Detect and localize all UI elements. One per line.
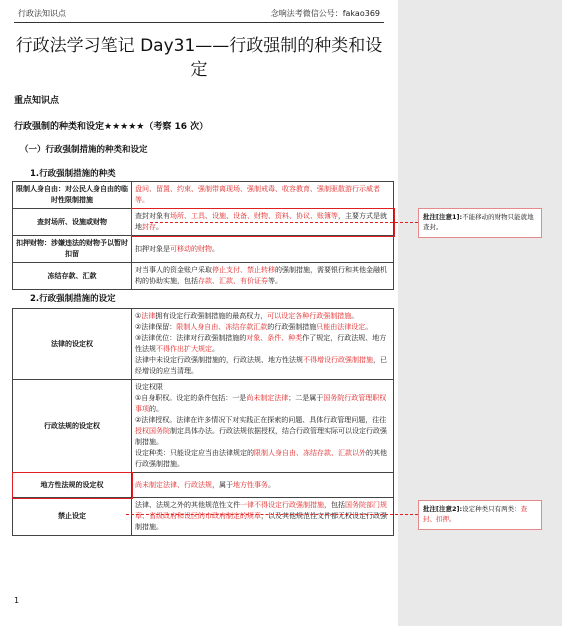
text-run: ，主要方式是就地 xyxy=(135,212,387,231)
table-row xyxy=(13,380,394,473)
section-subtitle: 行政强制的种类和设定★★★★★（考察 16 次） xyxy=(14,122,209,132)
line: 设定权限 xyxy=(135,383,163,391)
comment-connector xyxy=(150,222,418,223)
line: ③法律优位：法律对行政强制措施的对象、条件、种类作了规定，行政法规、地方性法规不得作出扩大规定。 xyxy=(135,334,387,353)
row-key: 地方性法规的设定权 xyxy=(13,473,132,498)
text-run: 。 xyxy=(156,223,163,231)
setting-table xyxy=(12,308,394,536)
text-run: 扣押对象是 xyxy=(135,244,170,253)
line: 设定种类：只能设定应当由法律规定的限制人身自由、冻结存款、汇款以外的其他行政强制措施。 xyxy=(135,449,387,468)
header-left: 行政法知识点 xyxy=(18,9,66,18)
row-key: 法律的设定权 xyxy=(13,309,132,380)
comment-balloon[interactable] xyxy=(418,500,542,530)
row-key: 限制人身自由：对公民人身自由的临时性限制措施 xyxy=(13,182,132,209)
table-row xyxy=(13,182,394,209)
highlight-text: 停止支付、禁止转移 xyxy=(212,266,275,274)
line: ②法律授权。法律在许多情况下对实践正在探索的问题、具体行政管理问题，往往授权国务院制定具体办法。行政法规依据授权，结合行政管理实际可以设定行政强制措施。 xyxy=(135,416,387,446)
comment-connector xyxy=(126,514,418,515)
table-row xyxy=(13,473,394,498)
row-value: 尚未制定法律、行政法规，属于地方性事务。 xyxy=(132,473,394,498)
row-key: 冻结存款、汇款 xyxy=(13,263,132,290)
row-key: 行政法规的设定权 xyxy=(13,380,132,473)
table-row xyxy=(13,309,394,380)
line: 法律中未设定行政强制措施的，行政法规、地方性法规不得增设行政强制措施，已经增设的应当清理。 xyxy=(135,356,387,375)
row-key: 禁止设定 xyxy=(13,498,132,536)
row-value xyxy=(132,380,394,473)
comment-label: 批注[注意1]: xyxy=(423,213,463,221)
text-run: 对当事人的资金账户采取 xyxy=(135,266,212,274)
row-value xyxy=(132,236,394,263)
row-value: 盘问、留置、约束、强制带离现场、强制戒毒、收容教育、强制驱散游行示威者等。 xyxy=(132,182,394,209)
highlight-text: 场所、工具、设施、设备、财物、资料、协议、账簿等 xyxy=(170,212,338,220)
highlight-text: 存款、汇款、有价证券 xyxy=(198,277,268,285)
types-table xyxy=(12,181,394,290)
row-key: 扣押财物：涉嫌违法的财物予以暂时扣留 xyxy=(13,236,132,263)
highlight-text: 封存 xyxy=(142,223,156,231)
section-heading-1: （一）行政强制措施的种类和设定 xyxy=(20,145,148,155)
line: ①法律拥有设定行政强制措施的最高权力，可以设定各种行政强制措施。 xyxy=(135,312,359,320)
comment-margin xyxy=(398,0,562,626)
header-divider xyxy=(14,22,384,23)
section-heading-setting: 2.行政强制措施的设定 xyxy=(30,294,116,304)
comment-balloon[interactable] xyxy=(418,208,542,238)
page-number: 1 xyxy=(14,596,20,605)
comment-label: 批注[注意2]: xyxy=(423,505,463,513)
page-title: 行政法学习笔记 Day31——行政强制的种类和设定 xyxy=(15,36,383,80)
highlight-text: 可移动的财物 xyxy=(170,244,212,253)
comment-highlight: 查封、扣押。 xyxy=(423,505,528,523)
text-run: 。 xyxy=(212,244,219,253)
comment-text: 不能移动的财物只能就地查封。 xyxy=(423,213,534,231)
text-run: 查封对象有 xyxy=(135,212,170,220)
row-key: 查封场所、设施或财物 xyxy=(13,209,132,236)
header-right: 念响法考微信公号：fakao369 xyxy=(270,9,380,18)
table-row xyxy=(13,263,394,290)
row-value: 法律、法规之外的其他规范性文件一律不得设定行政强制措施，包括国务院部门规章、省级政府和设区的市政府制定的规章，以及其他规范性文件都无权设定行政强制措施。 xyxy=(132,498,394,536)
comment-text: 设定种类只有两类： xyxy=(462,505,521,513)
section-heading-types: 1.行政强制措施的种类 xyxy=(30,169,116,179)
text-run: 等。 xyxy=(268,277,282,285)
text-run: 的强制措施，需要银行和其他金融机构的协助实施，包括 xyxy=(135,266,387,285)
row-value xyxy=(132,309,394,380)
section-key-points: 重点知识点 xyxy=(14,96,60,106)
table-row xyxy=(13,236,394,263)
line: ②法律保留：限制人身自由、冻结存款汇款的行政强制措施只能由法律设定。 xyxy=(135,323,373,331)
table-row xyxy=(13,498,394,536)
row-value xyxy=(132,263,394,290)
line: ①自身职权。设定的条件包括：一是尚未制定法律；二是属于国务院行政管理职权事项的。 xyxy=(135,394,387,413)
